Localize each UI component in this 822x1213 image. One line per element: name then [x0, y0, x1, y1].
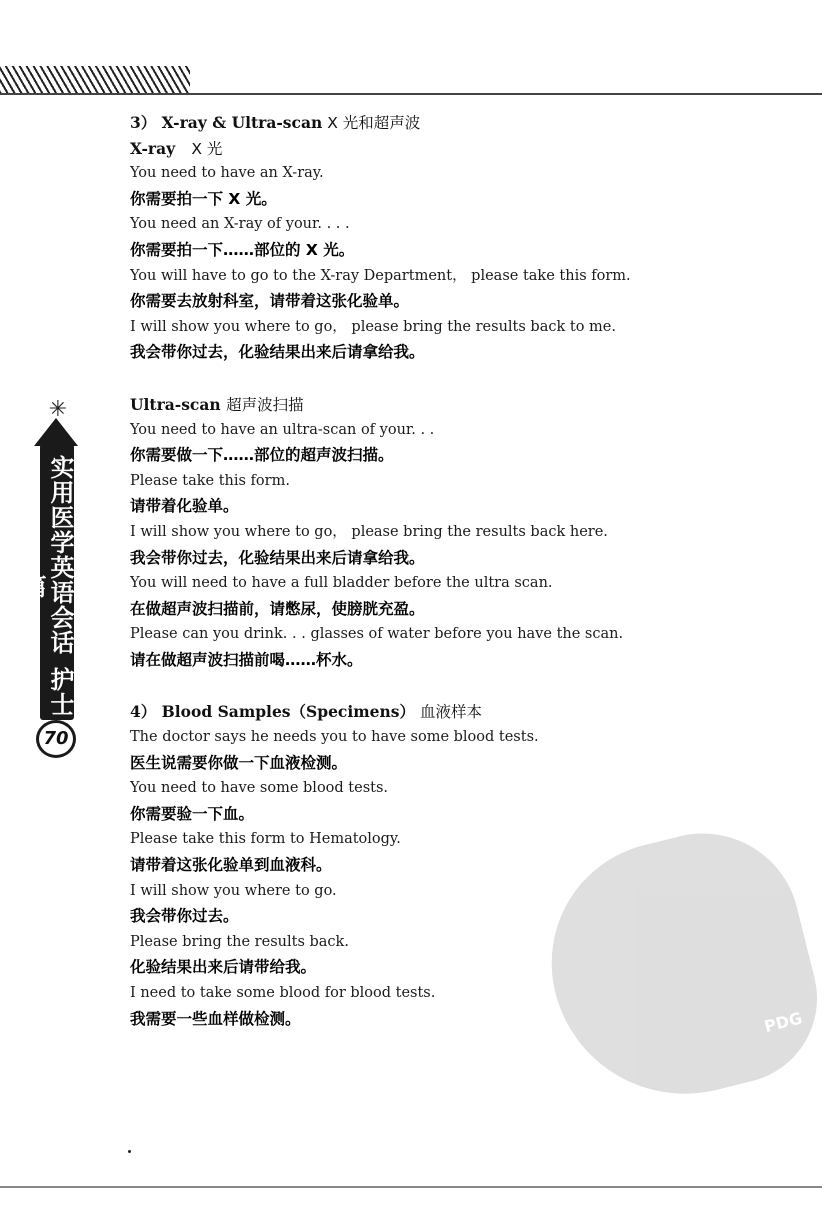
section-heading-en: 4） Blood Samples（Specimens） — [130, 702, 416, 722]
phrase-zh: 请在做超声波扫描前喝……杯水。 — [130, 650, 363, 669]
phrase-en: You will have to go to the X-ray Department， please take this form. — [130, 267, 631, 284]
sidebar-book-title — [18, 444, 74, 720]
phrase-en: I will show you where to go. — [130, 882, 337, 899]
section-title: 护士篇 — [18, 573, 74, 717]
scan-speck — [128, 1150, 131, 1153]
section-heading — [130, 110, 730, 136]
phrase-en: The doctor says he needs you to have some blood tests. — [130, 729, 539, 746]
phrase-zh: 医生说需要你做一下血液检测。 — [130, 753, 348, 772]
subsection-heading-zh: 超声波扫描 — [226, 395, 304, 414]
phrase-en: Please take this form to Hematology. — [130, 831, 401, 848]
sparkle-icon: ✳ — [48, 397, 68, 422]
page-number: 70 — [36, 720, 76, 758]
phrase-zh: 我会带你过去，化验结果出来后请拿给我。 — [130, 548, 425, 567]
phrase-zh: 你需要去放射科室，请带着这张化验单。 — [130, 292, 410, 311]
section-heading-en: 3） X-ray & Ultra-scan — [130, 113, 323, 132]
phrase-en: You will need to have a full bladder before the ultra scan. — [130, 575, 553, 592]
phrase-zh: 你需要做一下……部位的超声波扫描。 — [130, 446, 394, 465]
arrow-up-icon — [34, 418, 78, 446]
phrase-zh: 我需要一些血样做检测。 — [130, 1009, 301, 1028]
phrase-en: You need to have an X-ray. — [130, 165, 324, 182]
phrase-zh: 请带着这张化验单到血液科。 — [130, 856, 332, 875]
subsection-heading — [130, 136, 730, 162]
header-rule — [0, 93, 822, 95]
watermark-text: PDG — [762, 1008, 805, 1037]
phrase-zh: 在做超声波扫描前，请憋尿，使膀胱充盈。 — [130, 599, 425, 618]
footer-rule — [0, 1186, 822, 1188]
section-heading-zh: 血液样本 — [415, 703, 482, 722]
header-hatch-decoration — [0, 66, 190, 94]
phrase-en: Please take this form. — [130, 472, 290, 489]
phrase-en: I will show you where to go， please bring the results back here. — [130, 523, 608, 540]
phrase-zh: 你需要验一下血。 — [130, 804, 255, 823]
subsection-heading — [130, 392, 730, 418]
phrase-en: I need to take some blood for blood tests. — [130, 985, 436, 1001]
section-heading-zh: X 光和超声波 — [322, 114, 421, 132]
phrase-en: You need to have some blood tests. — [130, 780, 389, 797]
phrase-en: You need an X-ray of your. . . . — [130, 216, 350, 233]
phrase-zh: 我会带你过去。 — [130, 907, 239, 926]
book-title: 实用医学英语会话 — [46, 455, 74, 655]
phrase-zh: 你需要拍一下 X 光。 — [130, 189, 277, 208]
subsection-heading-en: Ultra-scan — [130, 394, 221, 414]
phrase-en: I will show you where to go， please bring the results back to me. — [130, 318, 616, 335]
phrase-zh: 化验结果出来后请带给我。 — [130, 958, 317, 977]
subsection-heading-en: X-ray — [130, 138, 176, 158]
phrase-en: Please can you drink. . . glasses of water before you have the scan. — [130, 626, 624, 643]
phrase-en: You need to have an ultra-scan of your. . . — [130, 421, 435, 438]
phrase-zh: 你需要拍一下……部位的 X 光。 — [130, 240, 355, 259]
phrase-zh: 请带着化验单。 — [130, 497, 239, 516]
sidebar-tab — [18, 397, 80, 773]
phrase-en: Please bring the results back. — [130, 933, 349, 950]
section-heading — [130, 699, 730, 725]
phrase-zh: 我会带你过去，化验结果出来后请拿给我。 — [130, 343, 425, 362]
subsection-heading-zh: X 光 — [191, 139, 223, 158]
